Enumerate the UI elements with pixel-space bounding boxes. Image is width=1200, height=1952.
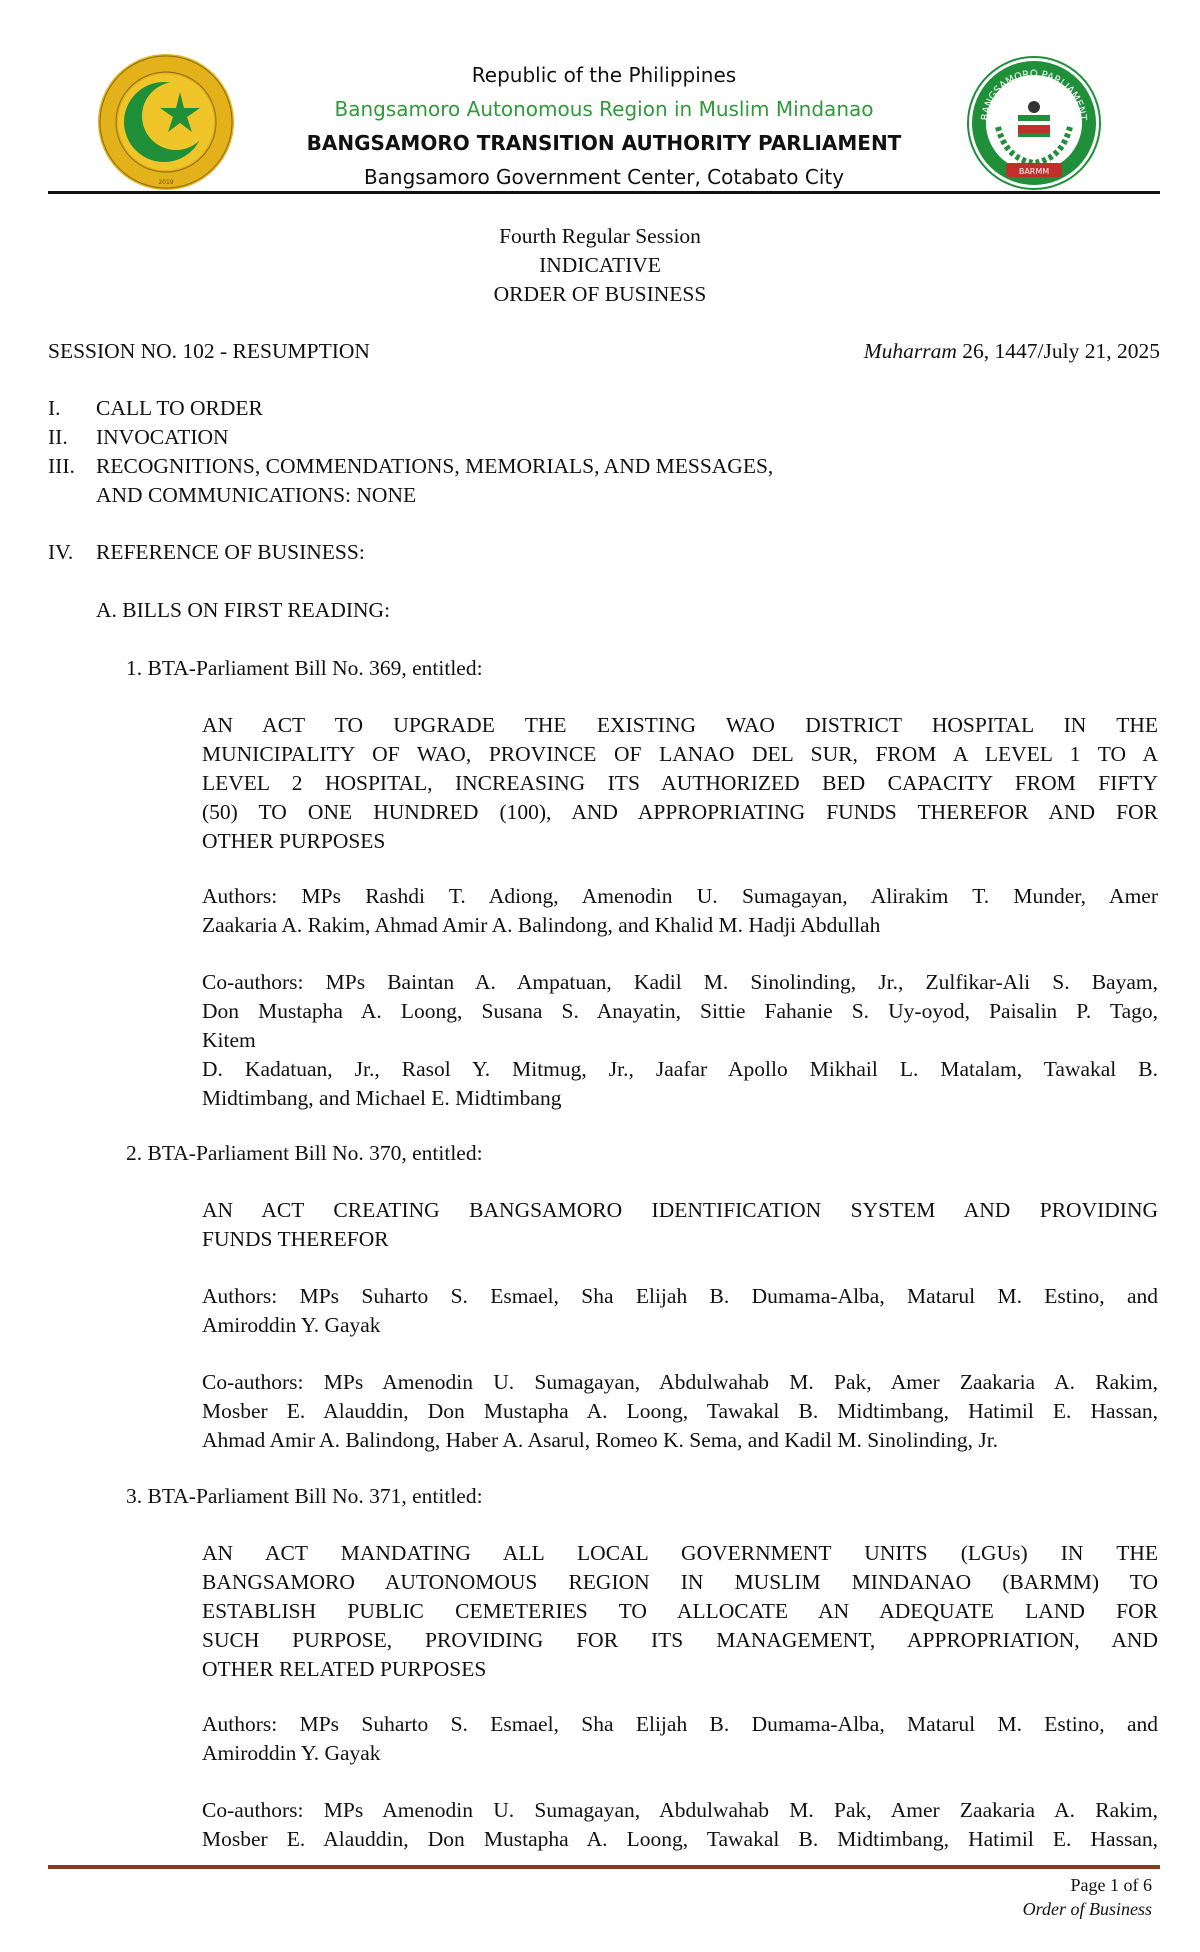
title-order: ORDER OF BUSINESS: [493, 282, 707, 306]
session-date-rest: 26, 1447/July 21, 2025: [956, 339, 1160, 363]
bill-370-heading: 2. BTA-Parliament Bill No. 370, entitled:: [126, 1141, 483, 1165]
title-indicative: INDICATIVE: [539, 253, 661, 277]
session-date: [864, 337, 1160, 366]
document-title: [0, 222, 1200, 309]
right-seal-text: BANGSAMORO PARLIAMENT: [979, 68, 1089, 122]
footer-divider: [48, 1865, 1160, 1869]
bill-370-authors: Authors: MPs Suharto S. Esmael, Sha Elijah B. Dumama-Alba, Matarul M. Estino, and Amiroddin Y. Gayak: [202, 1284, 1158, 1337]
right-seal-bottom: BARMM: [1018, 167, 1050, 176]
bill-370-title: AN ACT CREATING BANGSAMORO IDENTIFICATION SYSTEM AND PROVIDING FUNDS THEREFOR: [202, 1198, 1158, 1251]
document-page: 2019 Republic of the Philippines Bangsamoro Autonomous Region in Muslim Mindanao BANGSAMORO TRANSITION AUTHORITY PARLIAMENT Bangsamoro Government Center, Cotabato City BANGSAMORO PARLIAMENT BARMM Fourth Regular Session INDICATIVE ORDER OF BUSINESS SESSION NO. 102 - RESUMPTION Muharram 26, 1447/July 21, 2025 I. CALL TO ORDER II. INVOCATION III. RECOGNITIONS, COMMENDATIONS, MEMORIALS, AND MESSAGES, AND COMMUNICATIONS: NONE IV. REFERENCE OF BUSINESS: A. BILLS ON FIRST READING: 1. BTA-Parliament Bill No. 369, entitled: AN ACT TO UPGRADE THE EXISTING WAO DISTRICT HOSPITAL IN THE MUNICIPALITY OF WAO, PROVINCE OF LANAO DEL SUR, FROM A LEVEL 1 TO A LEVEL 2 HOSPITAL, INCREASING ITS AUTHORIZED BED CAPACITY FROM FIFTY (50) TO ONE HUNDRED (100), AND APPROPRIATING FUNDS THEREFOR AND FOR OTHER PURPOSES Authors: MPs Rashdi T. Adiong, Amenodin U. Sumagayan, Alirakim T. Munder, Amer Zaakaria A. Rakim, Ahmad Amir A. Balindong, and Khalid M. Hadji Abdullah Co-authors: MPs Baintan A. Ampatuan, Kadil M. Sinolinding, Jr., Zulfikar-Ali S. Bayam, Don Mustapha A. Loong, Susana S. Anayatin, Sittie Fahanie S. Uy-oyod, Paisalin P. Tago, Kitem D. Kadatuan, Jr., Rasol Y. Mitmug, Jr., Jaafar Apollo Mikhail L. Matalam, Tawakal B. Midtimbang, and Michael E. Midtimbang 2. BTA-Parliament Bill No. 370, entitled: AN ACT CREATING BANGSAMORO IDENTIFICATION SYSTEM AND PROVIDING FUNDS THEREFOR Authors: MPs Suharto S. Esmael, Sha Elijah B. Dumama-Alba, Matarul M. Estino, and Amiroddin Y. Gayak Co-authors: MPs Amenodin U. Sumagayan, Abdulwahab M. Pak, Amer Zaakaria A. Rakim, Mosber E. Alauddin, Don Mustapha A. Loong, Tawakal B. Midtimbang, Hatimil E. Hassan, Ahmad Amir A. Balindong, Haber A. Asarul, Romeo K. Sema, and Kadil M. Sinolinding, Jr. 3. BTA-Parliament Bill No. 371, entitled: AN ACT MANDATING ALL LOCAL GOVERNMENT UNITS (LGUs) IN THE BANGSAMORO AUTONOMOUS REGION IN MUSLIM MINDANAO (BARMM) TO ESTABLISH PUBLIC CEMETERIES TO ALLOCATE AN ADEQUATE LAND FOR SUCH PURPOSE, PROVIDING FOR ITS MANAGEMENT, APPROPRIATION, AND OTHER RELATED PURPOSES Authors: MPs Suharto S. Esmael, Sha Elijah B. Dumama-Alba, Matarul M. Estino, and Amiroddin Y. Gayak Co-authors: MPs Amenodin U. Sumagayan, Abdulwahab M. Pak, Amer Zaakaria A. Rakim, Mosber E. Alauddin, Don Mustapha A. Loong, Tawakal B. Midtimbang, Hatimil E. Hassan, Page 1 of 6 Order of Business: [0, 0, 1200, 1952]
bill-369-authors: Authors: MPs Rashdi T. Adiong, Amenodin U. Sumagayan, Alirakim T. Munder, Amer Zaakaria A. Rakim, Ahmad Amir A. Balindong, and Khalid M. Hadji Abdullah: [202, 884, 1158, 937]
bill-371-coauthors: Co-authors: MPs Amenodin U. Sumagayan, Abdulwahab M. Pak, Amer Zaakaria A. Rakim, Mosber E. Alauddin, Don Mustapha A. Loong, Tawakal B. Midtimbang, Hatimil E. Hassan,: [202, 1798, 1158, 1851]
bill-371-title: AN ACT MANDATING ALL LOCAL GOVERNMENT UNITS (LGUs) IN THE BANGSAMORO AUTONOMOUS REGION IN MUSLIM MINDANAO (BARMM) TO ESTABLISH PUBLIC CEMETERIES TO ALLOCATE AN ADEQUATE LAND FOR SUCH PURPOSE, PROVIDING FOR ITS MANAGEMENT, APPROPRIATION, AND OTHER RELATED PURPOSES: [202, 1541, 1158, 1681]
bill-369-heading: 1. BTA-Parliament Bill No. 369, entitled:: [126, 656, 483, 680]
bill-371-heading: 3. BTA-Parliament Bill No. 371, entitled:: [126, 1484, 483, 1508]
session-number: SESSION NO. 102 - RESUMPTION: [48, 339, 370, 363]
bill-371-authors: Authors: MPs Suharto S. Esmael, Sha Elijah B. Dumama-Alba, Matarul M. Estino, and Amiroddin Y. Gayak: [202, 1712, 1158, 1765]
session-date-month: Muharram: [863, 339, 957, 363]
header-parliament: BANGSAMORO TRANSITION AUTHORITY PARLIAMENT: [306, 131, 902, 155]
footer: [1023, 1873, 1152, 1921]
bill-369-title: AN ACT TO UPGRADE THE EXISTING WAO DISTRICT HOSPITAL IN THE MUNICIPALITY OF WAO, PROVINCE OF LANAO DEL SUR, FROM A LEVEL 1 TO A LEVEL 2 HOSPITAL, INCREASING ITS AUTHORIZED BED CAPACITY FROM FIFTY (50) TO ONE HUNDRED (100), AND APPROPRIATING FUNDS THEREFOR AND FOR OTHER PURPOSES: [202, 713, 1158, 853]
subsection-bills-first-reading: A. BILLS ON FIRST READING:: [96, 598, 391, 622]
header-region: Bangsamoro Autonomous Region in Muslim Mindanao: [334, 97, 874, 121]
bill-370-coauthors: Co-authors: MPs Amenodin U. Sumagayan, Abdulwahab M. Pak, Amer Zaakaria A. Rakim, Mosber E. Alauddin, Don Mustapha A. Loong, Tawakal B. Midtimbang, Hatimil E. Hassan, Ahmad Amir A. Balindong, Haber A. Asarul, Romeo K. Sema, and Kadil M. Sinolinding, Jr.: [202, 1370, 1158, 1452]
header-address: Bangsamoro Government Center, Cotabato City: [363, 165, 845, 189]
footer-doc-title: Order of Business: [1022, 1899, 1152, 1919]
header-republic: Republic of the Philippines: [471, 63, 737, 87]
page-number: Page 1 of 6: [1070, 1875, 1152, 1895]
title-session: Fourth Regular Session: [499, 224, 701, 248]
bill-369-coauthors: Co-authors: MPs Baintan A. Ampatuan, Kadil M. Sinolinding, Jr., Zulfikar-Ali S. Bayam, Don Mustapha A. Loong, Susana S. Anayatin, Sittie Fahanie S. Uy-oyod, Paisalin P. Tago, Kitem D. Kadatuan, Jr., Rasol Y. Mitmug, Jr., Jaafar Apollo Mikhail L. Matalam, Tawakal B. Midtimbang, and Michael E. Midtimbang: [202, 970, 1158, 1110]
svg-text:2019: 2019: [158, 179, 174, 186]
bangsamoro-parliament-seal-icon: [966, 55, 1102, 191]
header-divider: [48, 191, 1160, 194]
